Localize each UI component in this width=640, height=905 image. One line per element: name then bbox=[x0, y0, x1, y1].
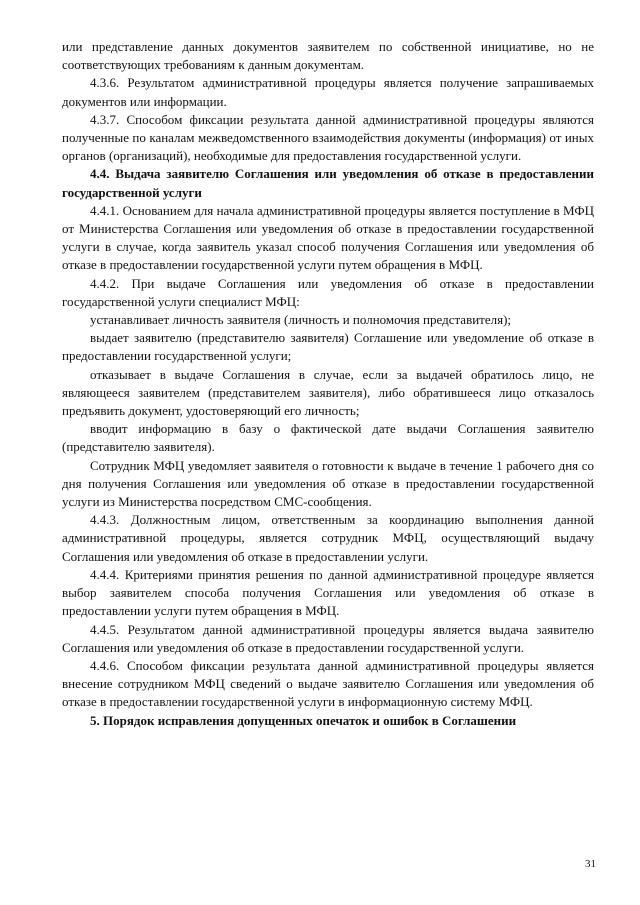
paragraph-notification: Сотрудник МФЦ уведомляет заявителя о готовности к выдаче в течение 1 рабочего дня со дня получения Соглашения или уведомления об отказе в предоставлении государственной услуги из Министерства посредством СМС-сообщения. bbox=[62, 457, 594, 510]
document-body bbox=[62, 38, 594, 730]
section-heading-5: 5. Порядок исправления допущенных опечаток и ошибок в Соглашении bbox=[90, 712, 517, 728]
paragraph-4-4-1: 4.4.1. Основанием для начала административной процедуры является поступление в МФЦ от Министерства Соглашения или уведомления об отказе в предоставлении государственной услуги в случае, когда заявитель указал способ получения Соглашения или уведомления об отказе в предоставлении государственной услуги путем обращения в МФЦ. bbox=[62, 202, 594, 273]
page-number: 31 bbox=[585, 858, 596, 870]
paragraph-4-4-4: 4.4.4. Критериями принятия решения по данной административной процедуре является выбор заявителем способа получения Соглашения или уведомления об отказе в предоставлении услуги путем обращения в МФЦ. bbox=[62, 566, 594, 619]
paragraph-4-4-6: 4.4.6. Способом фиксации результата данной административной процедуры является внесение сотрудником МФЦ сведений о выдаче заявителю Соглашения или уведомления об отказе в предоставлении государственной услуги в информационную систему МФЦ. bbox=[62, 657, 594, 710]
paragraph-4-3-6: 4.3.6. Результатом административной процедуры является получение запрашиваемых документов или информации. bbox=[62, 75, 594, 109]
list-item-refuse: отказывает в выдаче Соглашения в случае, если за выдачей обратилось лицо, не являющееся заявителем (представителем заявителя), либо обратившееся лицо отказалось предъявить документ, удостоверяющий его личность; bbox=[62, 366, 594, 419]
section-heading-4-4: 4.4. Выдача заявителю Соглашения или уведомления об отказе в предоставлении государственной услуги bbox=[62, 166, 594, 200]
paragraph-4-4-3: 4.4.3. Должностным лицом, ответственным за координацию выполнения данной административной процедуры, является сотрудник МФЦ, осуществляющий выдачу Соглашения или уведомления об отказе в предоставлении услуги. bbox=[62, 512, 594, 564]
paragraph-continuation: или представление данных документов заявителем по собственной инициативе, но не соответствующих требованиям к данным документам. bbox=[62, 39, 594, 73]
list-item-enter-date: вводит информацию в базу о фактической дате выдачи Соглашения заявителю (представителю заявителя). bbox=[62, 421, 594, 455]
paragraph-4-4-2: 4.4.2. При выдаче Соглашения или уведомления об отказе в предоставлении государственной услуги специалист МФЦ: bbox=[62, 275, 594, 309]
list-item-identity: устанавливает личность заявителя (личность и полномочия представителя); bbox=[90, 312, 512, 328]
paragraph-4-3-7: 4.3.7. Способом фиксации результата данной административной процедуры являются полученные по каналам межведомственного взаимодействия документы (информация) от иных органов (организаций), необходимые для предоставления государственной услуги. bbox=[62, 111, 594, 164]
list-item-issue: выдает заявителю (представителю заявителя) Соглашение или уведомление об отказе в предоставлении государственной услуги; bbox=[62, 330, 594, 364]
paragraph-4-4-5: 4.4.5. Результатом данной административной процедуры является выдача заявителю Соглашения или уведомления об отказе в предоставлении государственной услуги. bbox=[62, 621, 594, 655]
